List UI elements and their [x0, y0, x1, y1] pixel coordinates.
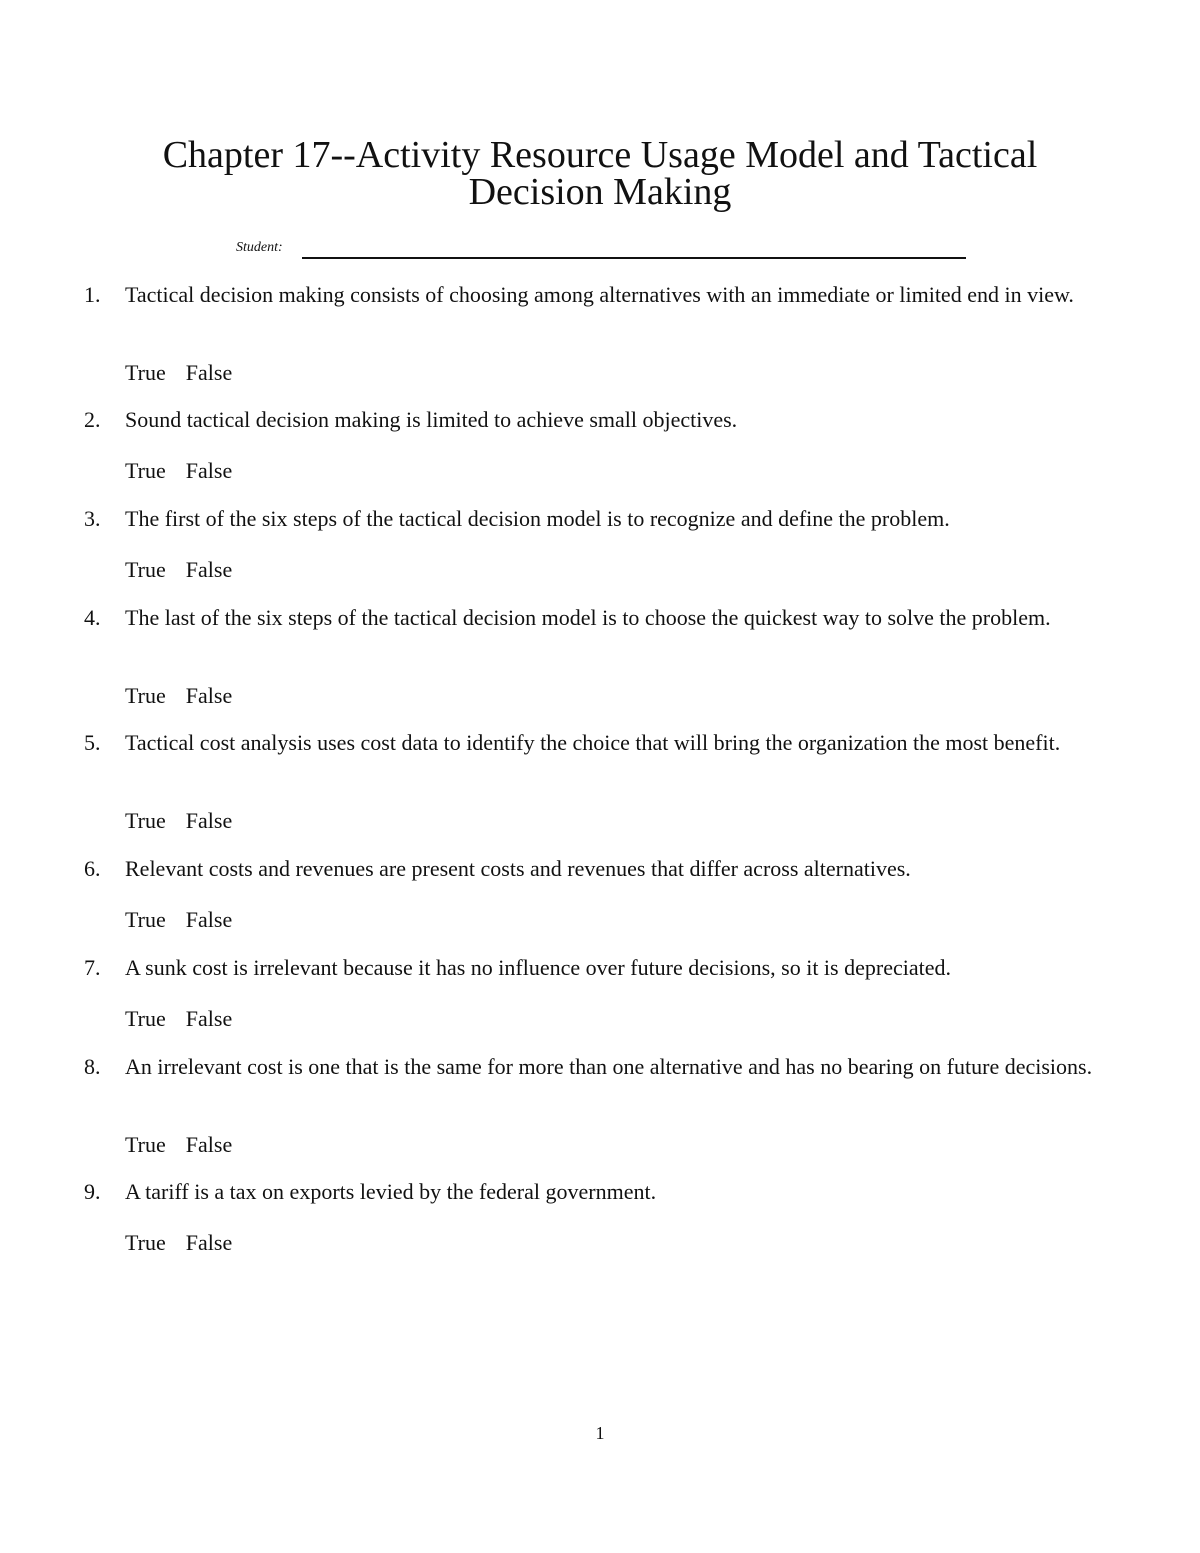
- true-option[interactable]: True: [125, 1230, 166, 1255]
- title-line-1: Chapter 17--Activity Resource Usage Model and Tactical: [162, 134, 1038, 176]
- false-option[interactable]: False: [185, 360, 233, 385]
- true-option[interactable]: True: [125, 808, 166, 833]
- false-option[interactable]: False: [185, 907, 233, 932]
- question-number: 4.: [84, 605, 101, 630]
- false-option[interactable]: False: [185, 808, 233, 833]
- question-number: 9.: [84, 1179, 101, 1204]
- question-text: The last of the six steps of the tactical decision model is to choose the quickest way to solve the problem.: [125, 605, 1051, 630]
- question-text: The first of the six steps of the tactical decision model is to recognize and define the problem.: [125, 506, 950, 531]
- true-option[interactable]: True: [125, 1132, 166, 1157]
- student-field[interactable]: [236, 238, 966, 262]
- true-option[interactable]: True: [125, 683, 166, 708]
- student-name-line[interactable]: [302, 257, 966, 259]
- answer-choices: [125, 682, 232, 709]
- answer-choices: [125, 1131, 232, 1158]
- question-number: 5.: [84, 730, 101, 755]
- question-text: Sound tactical decision making is limited to achieve small objectives.: [125, 407, 738, 432]
- title-line-2: Decision Making: [468, 171, 732, 213]
- false-option[interactable]: False: [185, 1006, 233, 1031]
- question-number: 2.: [84, 407, 101, 432]
- false-option[interactable]: False: [185, 1230, 233, 1255]
- answer-choices: [125, 457, 232, 484]
- false-option[interactable]: False: [185, 458, 233, 483]
- answer-choices: [125, 1005, 232, 1032]
- true-option[interactable]: True: [125, 360, 166, 385]
- question-number: 3.: [84, 506, 101, 531]
- answer-choices: [125, 556, 232, 583]
- true-option[interactable]: True: [125, 458, 166, 483]
- page-number: 1: [595, 1423, 605, 1443]
- answer-choices: [125, 906, 232, 933]
- student-label: Student:: [236, 240, 283, 255]
- false-option[interactable]: False: [185, 683, 233, 708]
- true-option[interactable]: True: [125, 1006, 166, 1031]
- question-text: A tariff is a tax on exports levied by the federal government.: [125, 1179, 657, 1204]
- question-number: 6.: [84, 856, 101, 881]
- page-title: [100, 134, 1100, 213]
- answer-choices: [125, 1229, 232, 1256]
- answer-choices: [125, 807, 232, 834]
- question-text: A sunk cost is irrelevant because it has no influence over future decisions, so it is depreciated.: [125, 955, 951, 980]
- answer-choices: [125, 359, 232, 386]
- false-option[interactable]: False: [185, 1132, 233, 1157]
- false-option[interactable]: False: [185, 557, 233, 582]
- question-number: 1.: [84, 282, 101, 307]
- question-text: Tactical decision making consists of choosing among alternatives with an immediate or limited end in view.: [125, 282, 1074, 307]
- question-text: Tactical cost analysis uses cost data to identify the choice that will bring the organization the most benefit.: [125, 730, 1061, 755]
- question-text: Relevant costs and revenues are present costs and revenues that differ across alternatives.: [125, 856, 911, 881]
- true-option[interactable]: True: [125, 557, 166, 582]
- question-number: 7.: [84, 955, 101, 980]
- true-option[interactable]: True: [125, 907, 166, 932]
- question-number: 8.: [84, 1054, 101, 1079]
- question-text: An irrelevant cost is one that is the same for more than one alternative and has no bearing on future decisions.: [125, 1054, 1093, 1079]
